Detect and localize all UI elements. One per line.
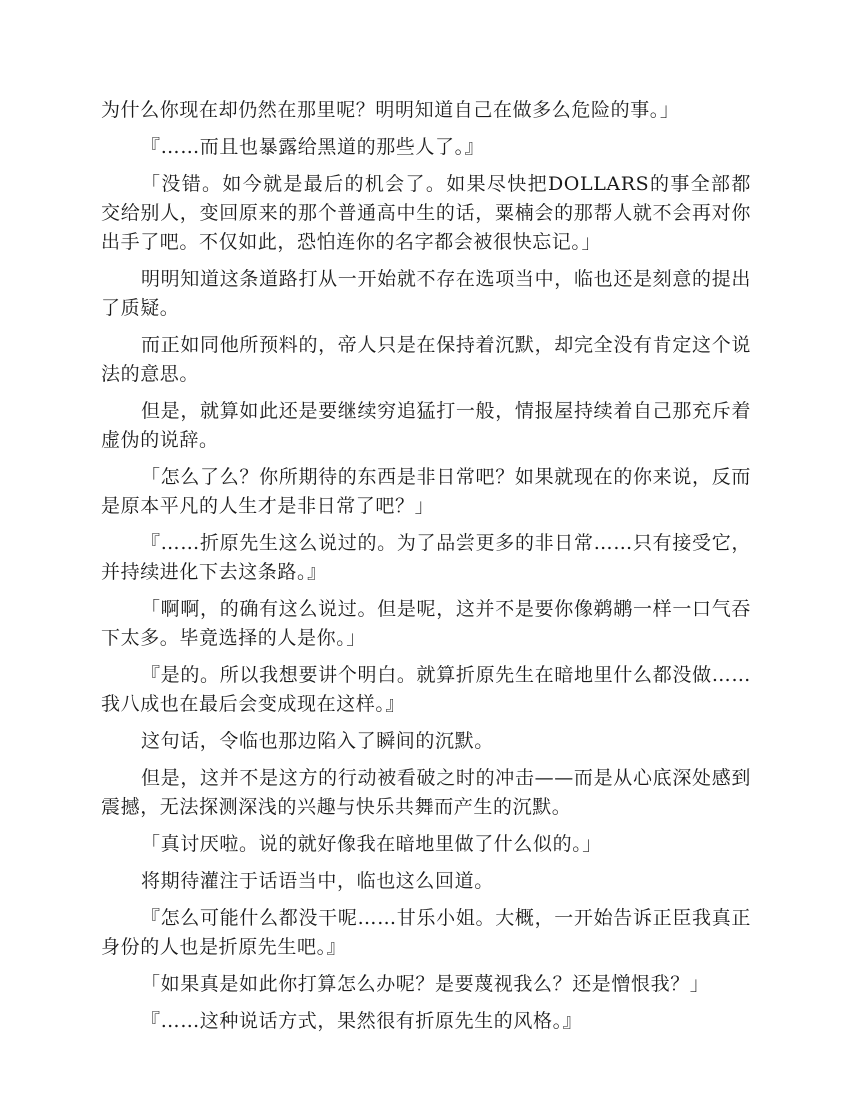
paragraph: 『……折原先生这么说过的。为了品尝更多的非日常……只有接受它，并持续进化下去这条路。』 bbox=[101, 532, 751, 583]
paragraph: 这句话，令临也那边陷入了瞬间的沉默。 bbox=[141, 730, 494, 752]
paragraph: 「没错。如今就是最后的机会了。如果尽快把DOLLARS的事全部都交给别人，变回原来的那个普通高中生的话，粟楠会的那帮人就不会再对你出手了吧。不仅如此，恐怕连你的名字都会被很快忘记。」 bbox=[101, 173, 751, 253]
paragraph: 而正如同他所预料的，帝人只是在保持着沉默，却完全没有肯定这个说法的意思。 bbox=[101, 334, 751, 385]
paragraph: 「如果真是如此你打算怎么办呢？是要蔑视我么？还是憎恨我？」 bbox=[141, 973, 710, 995]
paragraph: 「啊啊，的确有这么说过。但是呢，这并不是要你像鹈鹕一样一口气吞下太多。毕竟选择的人是你。」 bbox=[101, 598, 751, 649]
paragraph: 「真讨厌啦。说的就好像我在暗地里做了什么似的。」 bbox=[141, 833, 602, 855]
paragraph: 为什么你现在却仍然在那里呢？明明知道自己在做多么危险的事。」 bbox=[101, 99, 680, 121]
paragraph: 但是，这并不是这方的行动被看破之时的冲击——而是从心底深处感到震撼，无法探测深浅的兴趣与快乐共舞而产生的沉默。 bbox=[101, 767, 751, 818]
paragraph: 『是的。所以我想要讲个明白。就算折原先生在暗地里什么都没做……我八成也在最后会变成现在这样。』 bbox=[101, 664, 751, 715]
paragraph: 『……这种说话方式，果然很有折原先生的风格。』 bbox=[141, 1010, 583, 1032]
paragraph: 『怎么可能什么都没干呢……甘乐小姐。大概，一开始告诉正臣我真正身份的人也是折原先生吧。』 bbox=[101, 907, 751, 958]
paragraph: 但是，就算如此还是要继续穷追猛打一般，情报屋持续着自己那充斥着虚伪的说辞。 bbox=[101, 400, 751, 451]
paragraph: 明明知道这条道路打从一开始就不存在选项当中，临也还是刻意的提出了质疑。 bbox=[101, 268, 751, 319]
paragraph: 将期待灌注于话语当中，临也这么回道。 bbox=[141, 870, 494, 892]
text-body bbox=[101, 96, 751, 1044]
paragraph: 「怎么了么？你所期待的东西是非日常吧？如果就现在的你来说，反而是原本平凡的人生才是非日常了吧？」 bbox=[101, 466, 751, 517]
paragraph: 『……而且也暴露给黑道的那些人了。』 bbox=[141, 136, 485, 158]
